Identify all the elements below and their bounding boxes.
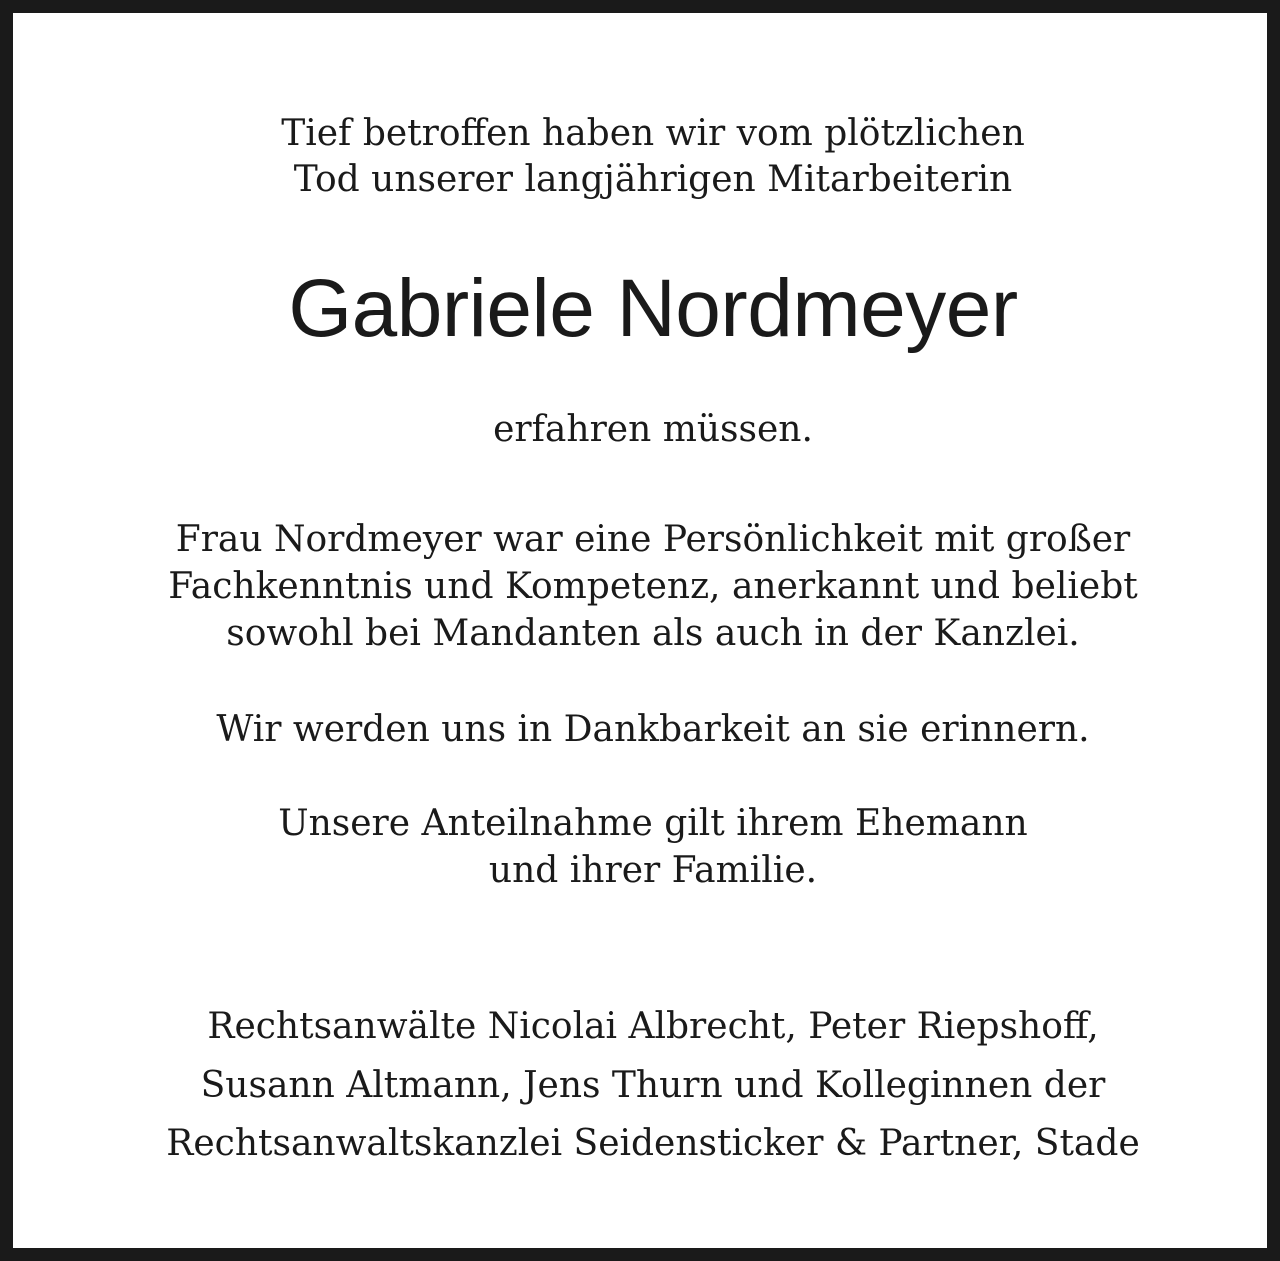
after-name-text: erfahren müssen.	[493, 409, 813, 450]
intro-line-1: Tief betroffen haben wir vom plötzlichen	[281, 113, 1025, 154]
tribute-line-2: Fachkenntnis und Kompetenz, anerkannt und beliebt	[168, 566, 1138, 607]
intro-line-2: Tod unserer langjährigen Mitarbeiterin	[293, 159, 1013, 200]
signature-line-1: Rechtsanwälte Nicolai Albrecht, Peter Riepshoff,	[207, 1006, 1099, 1047]
tribute-line-1: Frau Nordmeyer war eine Persönlichkeit mit großer	[175, 519, 1131, 560]
signature-line-2: Susann Altmann, Jens Thurn und Kolleginnen der	[200, 1065, 1106, 1106]
condolence-line-1: Unsere Anteilnahme gilt ihrem Ehemann	[278, 803, 1028, 844]
deceased-name: Gabriele Nordmeyer	[288, 263, 1018, 354]
tribute-line-3: sowohl bei Mandanten als auch in der Kanzlei.	[226, 613, 1080, 654]
condolence-line-2: und ihrer Familie.	[488, 850, 818, 891]
remembrance-text: Wir werden uns in Dankbarkeit an sie erinnern.	[216, 709, 1090, 750]
signature-line-3: Rechtsanwaltskanzlei Seidensticker & Partner, Stade	[166, 1123, 1140, 1164]
